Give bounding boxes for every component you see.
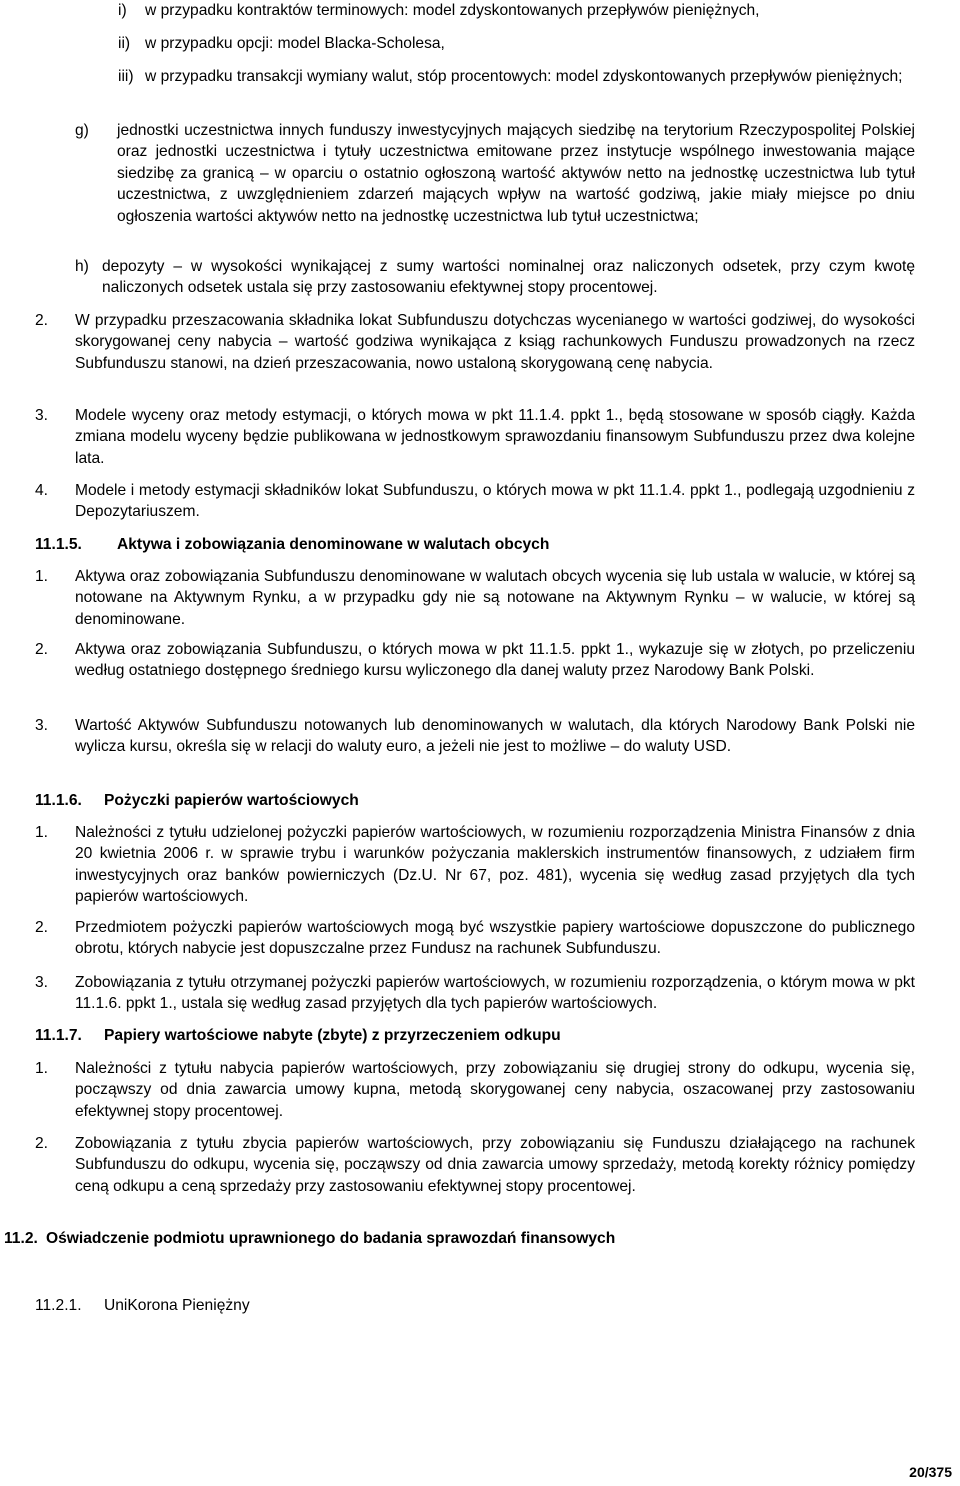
section-number: 11.2. (4, 1230, 38, 1247)
numbered-item-label: 2. (35, 312, 49, 329)
section-number: 11.1.7. (35, 1027, 82, 1044)
numbered-item-text: Zobowiązania z tytułu otrzymanej pożyczki papierów wartościowych, w rozumieniu rozporządzenia, o którym mowa w pkt 11.1.6. ppkt 1., ustala się według zasad przyjętych dla tych papierów wartościowych. (75, 974, 915, 1013)
numbered-item-text: W przypadku przeszacowania składnika lokat Subfunduszu dotychczas wycenianego w wartości godziwej, do wysokości skorygowanej ceny nabycia – wartość godziwa wynikająca z ksiąg rachunkowych Funduszu prowadzonych na rzecz Subfunduszu stanowi, na dzień przeszacowania, nowo ustaloną skorygowaną cenę nabycia. (75, 312, 915, 372)
numbered-item-label: 1. (35, 568, 49, 585)
section-title: Oświadczenie podmiotu uprawnionego do badania sprawozdań finansowych (46, 1230, 616, 1247)
numbered-item-text: Aktywa oraz zobowiązania Subfunduszu, o których mowa w pkt 11.1.5. ppkt 1., wykazuje się w złotych, po przeliczeniu według ostatniego dostępnego średniego kursu wyliczonego dla danej waluty przez Narodowy Bank Polski. (75, 641, 915, 680)
numbered-item-text: Należności z tytułu nabycia papierów wartościowych, przy zobowiązaniu się drugiej strony do odkupu, wycenia się, począwszy od dnia zawarcia umowy kupna, metodą skorygowanej ceny nabycia, oszacowanej przy zastosowaniu efektywnej stopy procentowej. (75, 1060, 915, 1120)
numbered-item-label: 1. (35, 1060, 49, 1077)
numbered-item-label: 1. (35, 824, 49, 841)
section-number: 11.1.6. (35, 792, 82, 809)
page-number: 20/375 (909, 1464, 952, 1480)
numbered-item-text: Zobowiązania z tytułu zbycia papierów wartościowych, przy zobowiązaniu się Funduszu działającego na rachunek Subfunduszu do odkupu, wycenia się, począwszy od dnia zawarcia umowy sprzedaży, metodą korekty różnicy pomiędzy ceną odkupu a ceną sprzedaży przy zastosowaniu efektywnej stopy procentowej. (75, 1135, 915, 1195)
numbered-item-label: 4. (35, 482, 49, 499)
numbered-item-label: 2. (35, 1135, 49, 1152)
list-item-label: i) (118, 2, 127, 19)
numbered-item-label: 3. (35, 974, 49, 991)
list-item-text: w przypadku opcji: model Blacka-Scholesa, (145, 35, 445, 52)
section-number: 11.2.1. (35, 1297, 82, 1314)
section-number: 11.1.5. (35, 536, 82, 553)
numbered-item-label: 2. (35, 641, 49, 658)
section-title: Papiery wartościowe nabyte (zbyte) z przyrzeczeniem odkupu (104, 1027, 561, 1044)
numbered-item-text: Aktywa oraz zobowiązania Subfunduszu denominowane w walutach obcych wycenia się lub ustala w walucie, w której są notowane na Aktywnym Rynku, a w przypadku gdy nie są notowane na Aktywnym Rynku – w walucie, w której są denominowane. (75, 568, 915, 628)
list-item-text: w przypadku transakcji wymiany walut, stóp procentowych: model zdyskontowanych przepływów pieniężnych; (145, 68, 903, 85)
numbered-item-text: Wartość Aktywów Subfunduszu notowanych lub denominowanych w walutach, dla których Narodowy Bank Polski nie wylicza kursu, określa się w relacji do waluty euro, a jeżeli nie jest to możliwe – do waluty USD. (75, 717, 915, 756)
list-item-label: ii) (118, 35, 131, 52)
list-item-text: jednostki uczestnictwa innych funduszy inwestycyjnych mających siedzibę na terytorium Rzeczypospolitej Polskiej oraz jednostki uczestnictwa i tytuły uczestnictwa emitowane przez instytucje wspólnego inwestowania mające siedzibę za granicą – w oparciu o ostatnio ogłoszoną wartość aktywów netto na jednostkę uczestnictwa lub tytuł uczestnictwa, z uwzględnieniem zdarzeń mających wpływ na wartość godziwą, jakie miały miejsce po dniu ogłoszenia wartości aktywów netto na jednostkę uczestnictwa lub tytuł uczestnictwa; (117, 122, 915, 225)
numbered-item-label: 3. (35, 717, 49, 734)
list-item-label: iii) (118, 68, 134, 85)
numbered-item-text: Przedmiotem pożyczki papierów wartościowych mogą być wszystkie papiery wartościowe dopuszczone do publicznego obrotu, których nabycie jest dopuszczalne przez Fundusz na rachunek Subfunduszu. (75, 919, 915, 958)
section-title: UniKorona Pieniężny (104, 1297, 250, 1314)
numbered-item-label: 2. (35, 919, 49, 936)
numbered-item-text: Modele wyceny oraz metody estymacji, o których mowa w pkt 11.1.4. ppkt 1., będą stosowane w sposób ciągły. Każda zmiana modelu wyceny będzie publikowana w jednostkowym sprawozdaniu finansowym Subfunduszu przez dwa kolejne lata. (75, 407, 915, 467)
numbered-item-label: 3. (35, 407, 49, 424)
numbered-item-text: Należności z tytułu udzielonej pożyczki papierów wartościowych, w rozumieniu rozporządzenia Ministra Finansów z dnia 20 kwietnia 2006 r. w sprawie trybu i warunków pożyczania maklerskich instrumentów finansowych, z udziałem firm inwestycyjnych oraz banków powierniczych (Dz.U. Nr 67, poz. 481), wycenia się według zasad przyjętych dla tych papierów wartościowych. (75, 824, 915, 906)
list-item-text: depozyty – w wysokości wynikającej z sumy wartości nominalnej oraz naliczonych odsetek, przy czym kwotę naliczonych odsetek ustala się przy zastosowaniu efektywnej stopy procentowej. (102, 258, 915, 297)
section-title: Aktywa i zobowiązania denominowane w walutach obcych (117, 536, 550, 553)
list-item-label: h) (75, 258, 89, 275)
numbered-item-text: Modele i metody estymacji składników lokat Subfunduszu, o których mowa w pkt 11.1.4. ppkt 1., podlegają uzgodnieniu z Depozytariuszem. (75, 482, 915, 521)
list-item-text: w przypadku kontraktów terminowych: model zdyskontowanych przepływów pieniężnych, (145, 2, 760, 19)
list-item-label: g) (75, 122, 89, 139)
section-title: Pożyczki papierów wartościowych (104, 792, 359, 809)
